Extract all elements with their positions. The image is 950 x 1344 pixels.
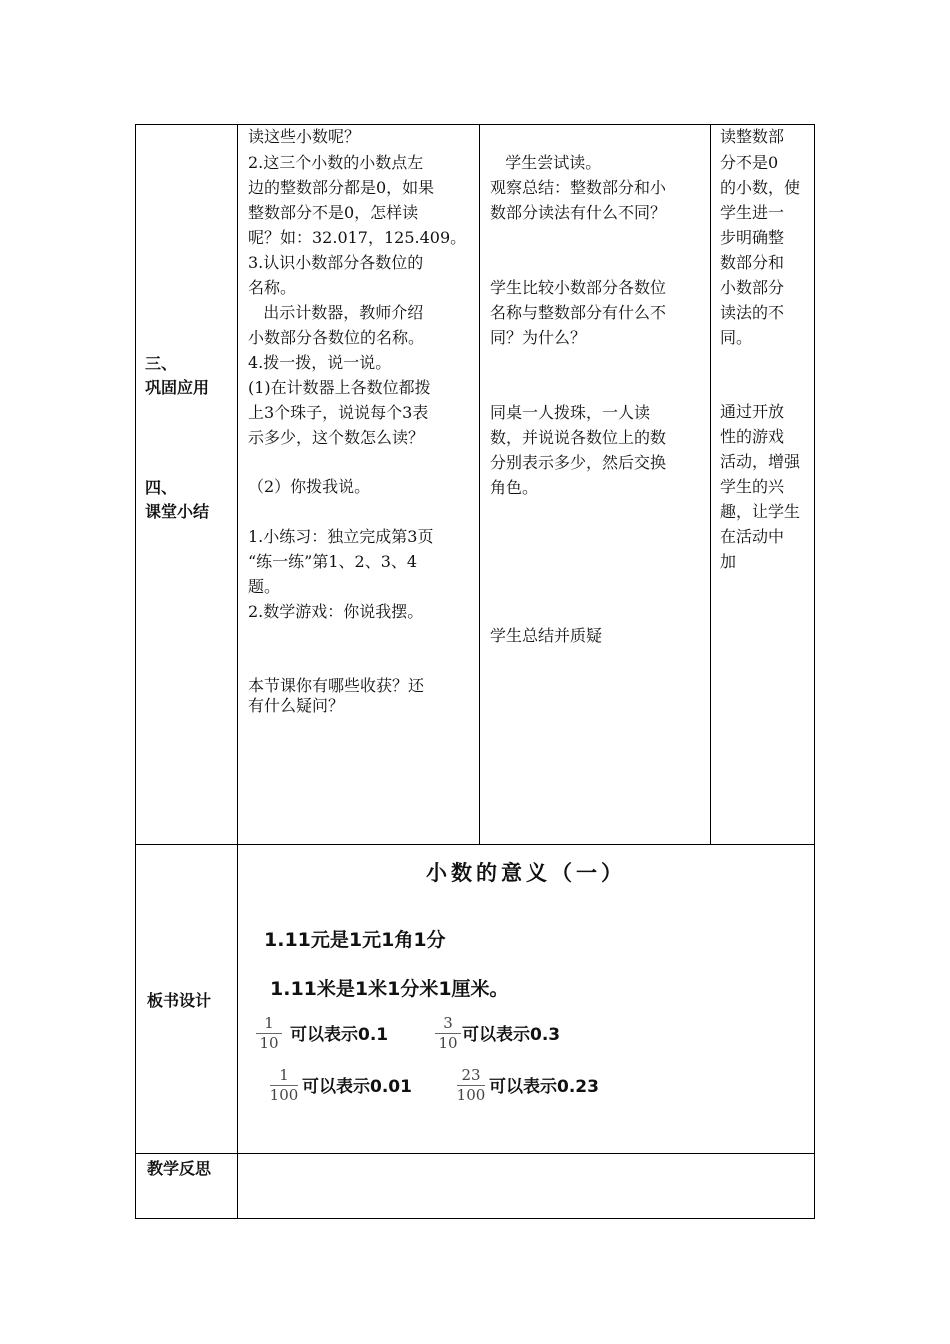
fraction-denominator: 10 (438, 1034, 458, 1052)
teacher-line: 3.认识小数部分各数位的 (248, 253, 424, 272)
fraction-label: 可以表示0.01 (302, 1077, 412, 1097)
fraction-one-hundredth (266, 1067, 302, 1104)
fraction-three-tenths (431, 1015, 465, 1052)
teacher-line: 2.数学游戏：你说我摆。 (248, 602, 424, 621)
student-line: 学生比较小数部分各数位 (490, 278, 667, 297)
column-divider-student (710, 124, 711, 845)
section-number-consolidate: 三、 (145, 354, 178, 373)
table-right-border (814, 124, 815, 1219)
student-line: 角色。 (490, 478, 539, 497)
fraction-twenty-three-hundredths (453, 1067, 489, 1104)
intent-line: 在活动中 (720, 527, 785, 546)
fraction-denominator: 100 (456, 1086, 486, 1104)
teacher-line: 呢？如：32.017，125.409。 (248, 228, 467, 247)
board-title: 小数的意义（一） (426, 860, 626, 885)
fraction-denominator: 100 (269, 1086, 299, 1104)
fraction-numerator: 23 (461, 1066, 481, 1084)
student-line: 观察总结：整数部分和小 (490, 178, 667, 197)
student-line: 同桌一人拨珠，一人读 (490, 403, 651, 422)
section-label-summary: 课堂小结 (145, 502, 210, 521)
fraction-numerator: 3 (443, 1014, 453, 1032)
intent-line: 加 (720, 552, 737, 571)
teacher-line: 出示计数器，教师介绍 (248, 303, 424, 322)
student-line: 数，并说说各数位上的数 (490, 428, 667, 447)
intent-line: 趣，让学生 (720, 502, 801, 521)
intent-line: 读法的不 (720, 303, 785, 322)
intent-line: 读整数部 (720, 127, 785, 146)
intent-line: 同。 (720, 328, 753, 347)
teacher-line: (1)在计数器上各数位都拨 (248, 378, 431, 397)
fraction-label: 可以表示0.23 (489, 1077, 599, 1097)
intent-line: 性的游戏 (720, 427, 785, 446)
student-line: 学生总结并质疑 (490, 626, 603, 645)
section-label-consolidate: 巩固应用 (145, 378, 210, 397)
intent-line: 学生的兴 (720, 477, 785, 496)
teacher-line: 4.拨一拨，说一说。 (248, 353, 392, 372)
teacher-line: 小数部分各数位的名称。 (248, 328, 425, 347)
teacher-line: 上3个珠子，说说每个3表 (248, 403, 429, 422)
teacher-line: 本节课你有哪些收获？还 (248, 676, 425, 695)
intent-line: 的小数，使 (720, 178, 801, 197)
intent-line: 通过开放 (720, 402, 785, 421)
student-line: 数部分读法有什么不同？ (490, 203, 667, 222)
teacher-line: 有什么疑问？ (248, 696, 345, 715)
intent-line: 分不是0 (720, 153, 779, 172)
teacher-line: 边的整数部分都是0，如果 (248, 178, 435, 197)
teacher-line: 2.这三个小数的小数点左 (248, 153, 424, 172)
teacher-line: 示多少，这个数怎么读？ (248, 428, 425, 447)
student-line: 学生尝试读。 (490, 153, 602, 172)
section-label-reflection: 教学反思 (147, 1159, 212, 1178)
teacher-line: “练一练”第1、2、3、4 (248, 552, 418, 571)
intent-line: 步明确整 (720, 228, 785, 247)
fraction-label: 可以表示0.3 (462, 1025, 561, 1045)
section-label-board: 板书设计 (147, 991, 212, 1010)
teacher-line: （2）你拨我说。 (248, 477, 371, 496)
student-line: 同？为什么？ (490, 328, 587, 347)
intent-line: 学生进一 (720, 203, 785, 222)
fraction-label: 可以表示0.1 (290, 1025, 389, 1045)
fraction-numerator: 1 (279, 1066, 289, 1084)
fraction-numerator: 1 (264, 1014, 274, 1032)
intent-line: 活动，增强 (720, 452, 801, 471)
teacher-line: 题。 (248, 577, 281, 596)
section-number-summary: 四、 (145, 478, 178, 497)
column-divider-label (237, 124, 238, 1219)
student-line: 名称与整数部分有什么不 (490, 303, 667, 322)
fraction-denominator: 10 (259, 1034, 279, 1052)
teacher-line: 1.小练习：独立完成第3页 (248, 527, 434, 546)
board-line-money: 1.11元是1元1角1分 (264, 929, 446, 951)
table-left-border (135, 124, 136, 1219)
column-divider-teacher (479, 124, 480, 845)
intent-line: 小数部分 (720, 278, 785, 297)
teacher-line: 整数部分不是0，怎样读 (248, 203, 419, 222)
teacher-line: 读这些小数呢？ (248, 127, 361, 146)
teacher-line: 名称。 (248, 278, 297, 297)
student-line: 分别表示多少，然后交换 (490, 453, 667, 472)
intent-line: 数部分和 (720, 253, 785, 272)
fraction-one-tenth (252, 1015, 286, 1052)
board-line-length: 1.11米是1米1分米1厘米。 (270, 978, 509, 1000)
